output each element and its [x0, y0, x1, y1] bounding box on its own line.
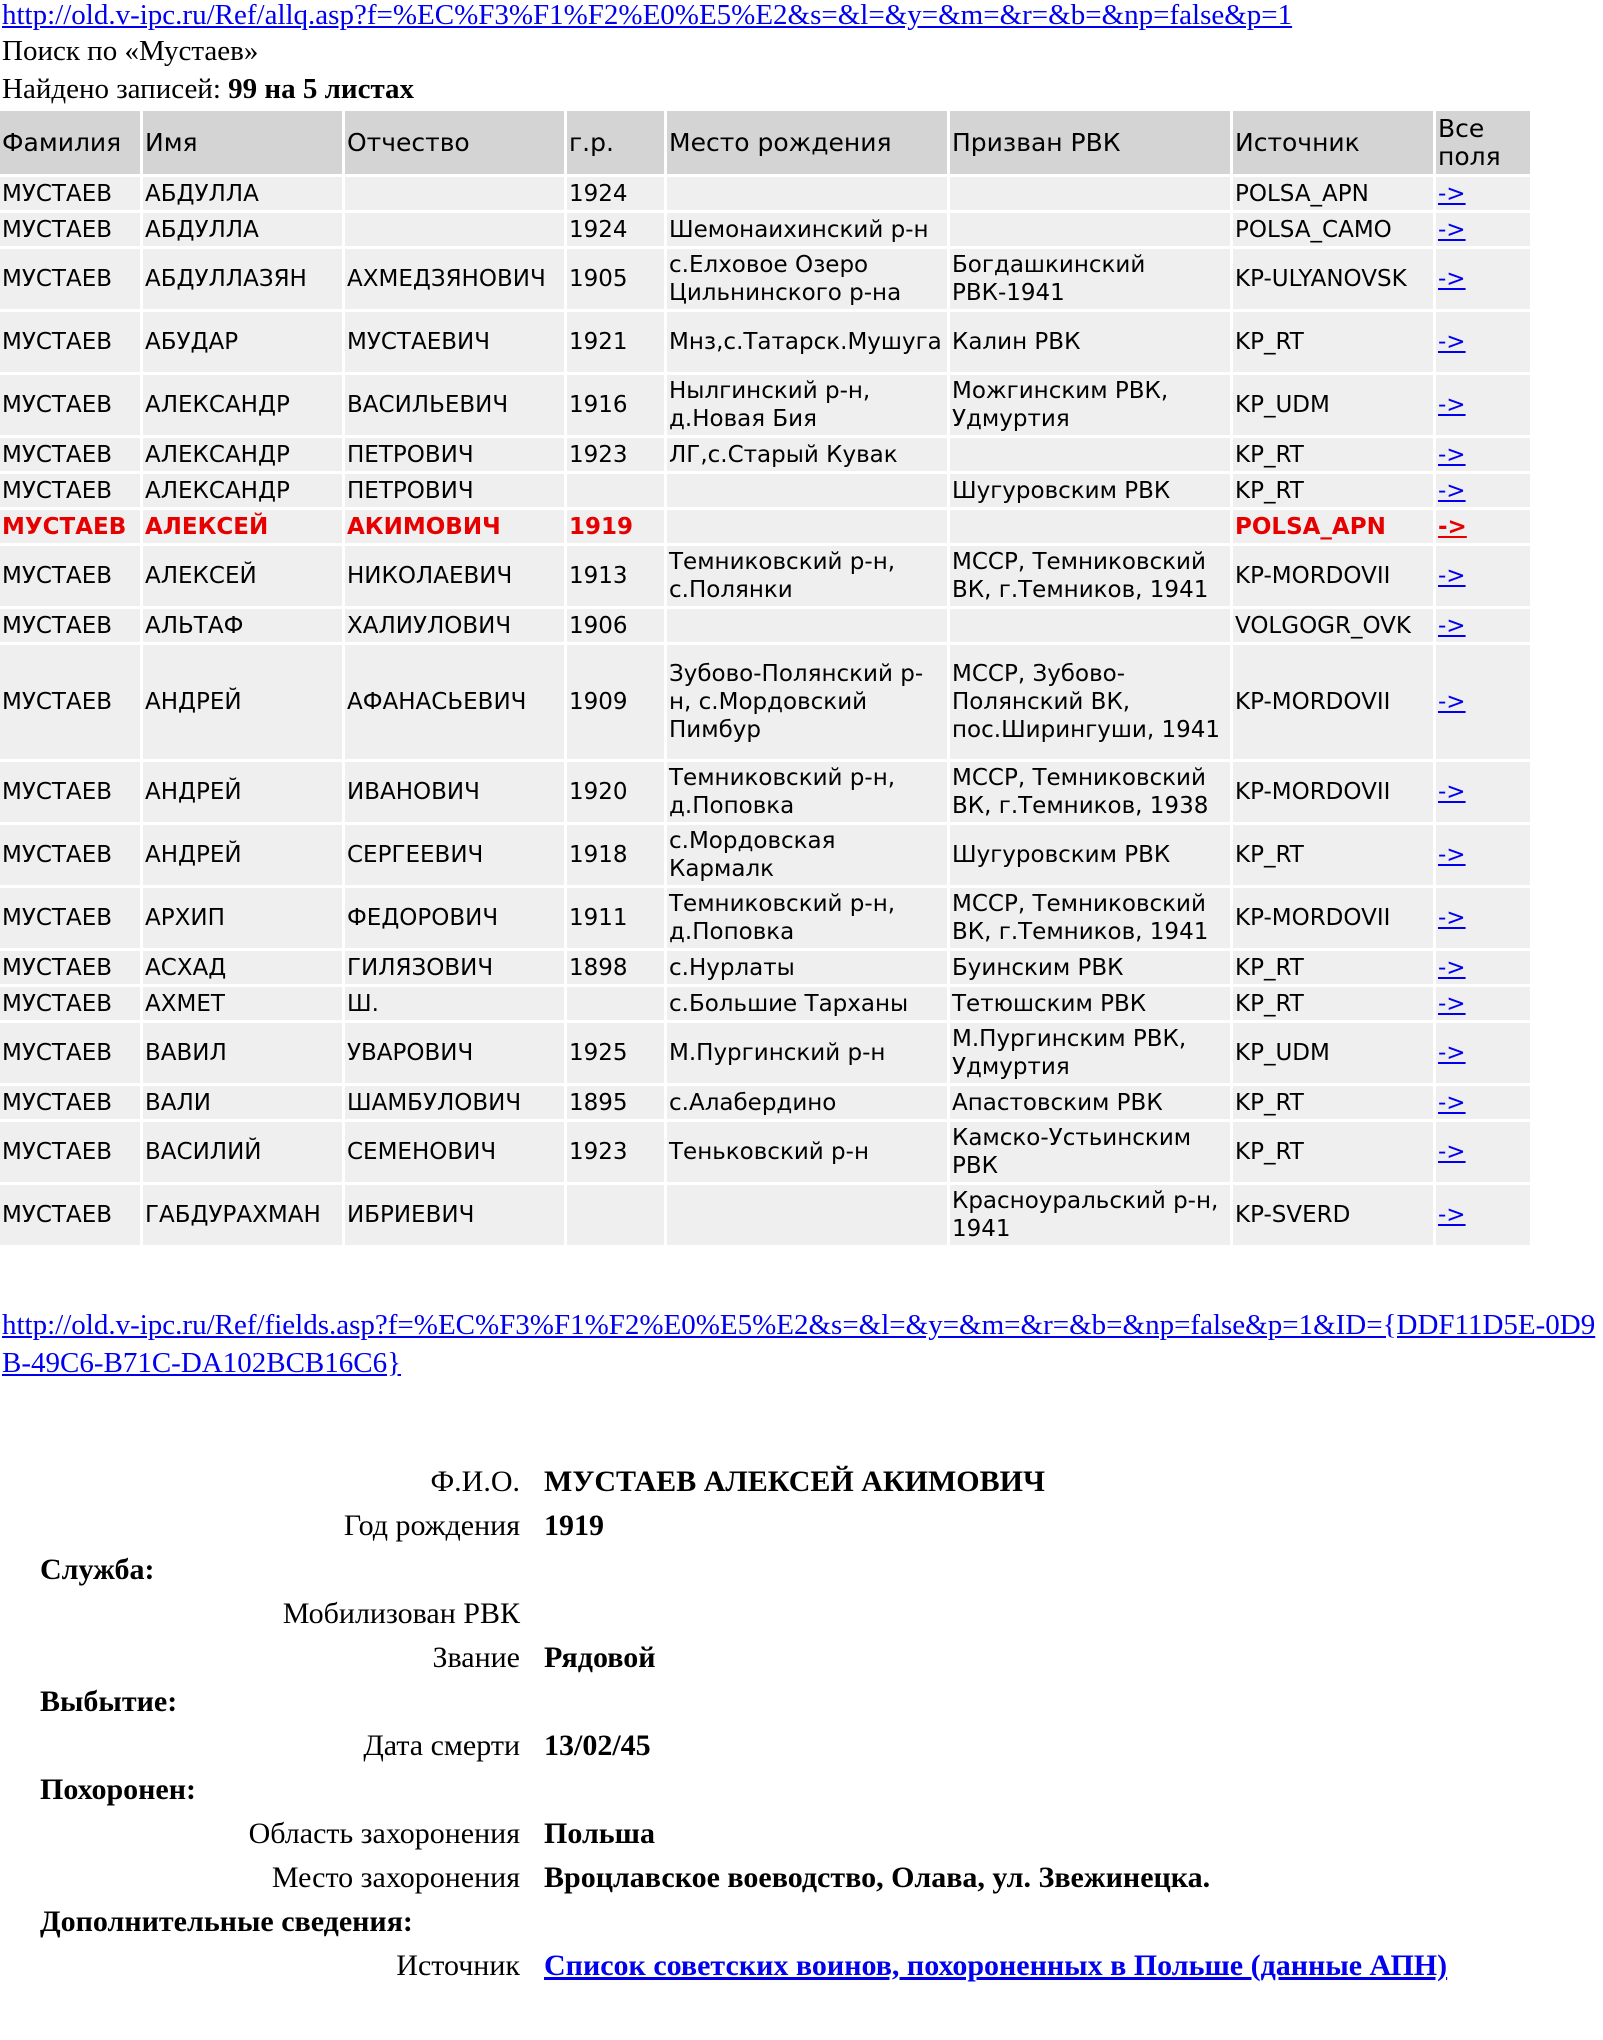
cell-source: KP_RT [1233, 438, 1433, 471]
all-fields-link[interactable]: -> [1438, 905, 1466, 931]
cell-birth-year [567, 987, 664, 1020]
cell-surname: МУСТАЕВ [0, 213, 140, 246]
detail-section-leave [40, 1680, 1524, 1724]
table-row [0, 825, 1530, 885]
cell-birthplace: Теньковский р-н [667, 1122, 947, 1182]
cell-surname: МУСТАЕВ [0, 762, 140, 822]
burial-place-label: Место захоронения [271, 1861, 520, 1894]
cell-birth-year: 1924 [567, 213, 664, 246]
header-birthplace[interactable]: Место рождения [667, 111, 947, 174]
cell-patronymic: ИВАНОВИЧ [345, 762, 564, 822]
source-value [544, 1944, 1524, 1988]
cell-birth-year: 1924 [567, 177, 664, 210]
records-found-value: 99 на 5 листах [228, 73, 415, 105]
cell-name: АБУДАР [143, 312, 342, 372]
cell-birth-year: 1905 [567, 249, 664, 309]
cell-source: KP_UDM [1233, 1023, 1433, 1083]
cell-draft-office: Красноуральский р-н, 1941 [950, 1185, 1230, 1245]
cell-all-fields [1436, 645, 1530, 759]
cell-birthplace: М.Пургинский р-н [667, 1023, 947, 1083]
cell-source: KP_RT [1233, 987, 1433, 1020]
header-source[interactable]: Источник [1233, 111, 1433, 174]
cell-all-fields [1436, 375, 1530, 435]
table-row [0, 645, 1530, 759]
cell-surname: МУСТАЕВ [0, 987, 140, 1020]
cell-birthplace: с.Мордовская Кармалк [667, 825, 947, 885]
source-link[interactable]: Список советских воинов, похороненных в Польше (данные АПН) [544, 1949, 1448, 1982]
search-caption: Поиск по «Мустаев» [2, 35, 259, 67]
cell-surname: МУСТАЕВ [0, 1086, 140, 1119]
cell-name: АЛЕКСЕЙ [143, 510, 342, 543]
detail-row-death [40, 1724, 1524, 1768]
cell-source: KP-SVERD [1233, 1185, 1433, 1245]
cell-source: KP-MORDOVII [1233, 645, 1433, 759]
table-row [0, 762, 1530, 822]
detail-row-burial-place [40, 1856, 1524, 1900]
cell-patronymic: ШАМБУЛОВИЧ [345, 1086, 564, 1119]
cell-name: ГАБДУРАХМАН [143, 1185, 342, 1245]
cell-birth-year: 1898 [567, 951, 664, 984]
cell-all-fields [1436, 1185, 1530, 1245]
cell-patronymic: УВАРОВИЧ [345, 1023, 564, 1083]
cell-surname: МУСТАЕВ [0, 474, 140, 507]
cell-patronymic [345, 177, 564, 210]
header-all-fields: Все поля [1436, 111, 1530, 174]
all-fields-link[interactable]: -> [1438, 1089, 1466, 1116]
cell-birthplace: Шемонаихинский р-н [667, 213, 947, 246]
detail-row-birth [40, 1504, 1524, 1548]
cell-surname: МУСТАЕВ [0, 1185, 140, 1245]
cell-birth-year: 1921 [567, 312, 664, 372]
extra-section-title: Дополнительные сведения: [40, 1905, 413, 1938]
all-fields-link[interactable]: -> [1438, 266, 1466, 292]
cell-surname: МУСТАЕВ [0, 249, 140, 309]
cell-source: KP-ULYANOVSK [1233, 249, 1433, 309]
cell-name: АХМЕТ [143, 987, 342, 1020]
cell-birth-year: 1923 [567, 438, 664, 471]
buried-section-title: Похоронен: [40, 1773, 197, 1806]
detail-row-source [40, 1944, 1524, 1988]
cell-birth-year: 1925 [567, 1023, 664, 1083]
cell-patronymic: ГИЛЯЗОВИЧ [345, 951, 564, 984]
detail-row-fio [40, 1460, 1524, 1504]
cell-draft-office [950, 609, 1230, 642]
records-found-label: Найдено записей: [2, 73, 229, 105]
results-table [0, 108, 1533, 1248]
cell-surname: МУСТАЕВ [0, 375, 140, 435]
cell-birthplace [667, 609, 947, 642]
detail-section-buried [40, 1768, 1524, 1812]
detail-section-service [40, 1548, 1524, 1592]
cell-draft-office: Тетюшским РВК [950, 987, 1230, 1020]
cell-patronymic [345, 213, 564, 246]
cell-surname: МУСТАЕВ [0, 951, 140, 984]
cell-patronymic: ХАЛИУЛОВИЧ [345, 609, 564, 642]
all-fields-link[interactable]: -> [1438, 513, 1467, 540]
cell-birthplace: с.Большие Тарханы [667, 987, 947, 1020]
all-fields-link[interactable]: -> [1438, 779, 1466, 805]
table-row [0, 1023, 1530, 1083]
cell-birthplace [667, 510, 947, 543]
cell-surname: МУСТАЕВ [0, 645, 140, 759]
cell-source: KP_RT [1233, 1086, 1433, 1119]
cell-birthplace: с.Нурлаты [667, 951, 947, 984]
rank-label: Звание [432, 1641, 520, 1674]
cell-draft-office [950, 438, 1230, 471]
service-section-title: Служба: [40, 1553, 155, 1586]
cell-name: АБДУЛЛАЗЯН [143, 249, 342, 309]
all-fields-link[interactable]: -> [1438, 329, 1466, 355]
cell-birthplace: Нылгинский р-н, д.Новая Бия [667, 375, 947, 435]
cell-name: АЛЕКСАНДР [143, 474, 342, 507]
birth-year-label: Год рождения [343, 1509, 520, 1542]
cell-all-fields [1436, 438, 1530, 471]
cell-name: АБДУЛЛА [143, 213, 342, 246]
cell-draft-office [950, 177, 1230, 210]
detail-row-mobilized [40, 1592, 1524, 1636]
cell-birthplace: Мнз,с.Татарск.Мушуга [667, 312, 947, 372]
cell-birth-year: 1918 [567, 825, 664, 885]
all-fields-link[interactable]: -> [1438, 612, 1466, 639]
cell-birth-year [567, 1185, 664, 1245]
cell-surname: МУСТАЕВ [0, 312, 140, 372]
cell-surname: МУСТАЕВ [0, 438, 140, 471]
cell-patronymic: ВАСИЛЬЕВИЧ [345, 375, 564, 435]
cell-birthplace: Темниковский р-н, д.Поповка [667, 888, 947, 948]
cell-patronymic: ПЕТРОВИЧ [345, 474, 564, 507]
header-patronymic[interactable]: Отчество [345, 111, 564, 174]
cell-surname: МУСТАЕВ [0, 609, 140, 642]
cell-patronymic: АФАНАСЬЕВИЧ [345, 645, 564, 759]
all-fields-link[interactable]: -> [1438, 954, 1466, 981]
cell-all-fields [1436, 888, 1530, 948]
cell-draft-office: Апастовским РВК [950, 1086, 1230, 1119]
cell-draft-office: Богдашкинский РВК-1941 [950, 249, 1230, 309]
all-fields-link[interactable]: -> [1438, 1040, 1466, 1066]
table-row [0, 951, 1530, 984]
cell-all-fields [1436, 1023, 1530, 1083]
mobilized-label: Мобилизован РВК [282, 1597, 520, 1630]
cell-all-fields [1436, 609, 1530, 642]
table-row [0, 1086, 1530, 1119]
cell-patronymic: АКИМОВИЧ [345, 510, 564, 543]
cell-patronymic: НИКОЛАЕВИЧ [345, 546, 564, 606]
cell-source: KP-MORDOVII [1233, 762, 1433, 822]
cell-name: АЛЕКСАНДР [143, 438, 342, 471]
cell-patronymic: АХМЕДЗЯНОВИЧ [345, 249, 564, 309]
fio-label: Ф.И.О. [430, 1465, 520, 1498]
cell-source: KP_RT [1233, 951, 1433, 984]
burial-place-value: Вроцлавское воеводство, Олава, ул. Звежинецка. [544, 1861, 1211, 1894]
cell-all-fields [1436, 951, 1530, 984]
cell-name: АЛЕКСЕЙ [143, 546, 342, 606]
cell-patronymic: Ш. [345, 987, 564, 1020]
all-fields-link[interactable]: -> [1438, 842, 1466, 868]
cell-draft-office: МССР, Зубово-Полянский ВК, пос.Ширингуши, 1941 [950, 645, 1230, 759]
cell-patronymic: ФЕДОРОВИЧ [345, 888, 564, 948]
fio-value: МУСТАЕВ АЛЕКСЕЙ АКИМОВИЧ [544, 1465, 1046, 1498]
cell-surname: МУСТАЕВ [0, 1122, 140, 1182]
table-row [0, 546, 1530, 606]
mobilized-value [544, 1592, 1524, 1636]
cell-draft-office: Шугуровским РВК [950, 474, 1230, 507]
cell-all-fields [1436, 213, 1530, 246]
cell-source: KP_RT [1233, 312, 1433, 372]
all-fields-link[interactable]: -> [1438, 990, 1466, 1017]
burial-region-label: Область захоронения [248, 1817, 520, 1850]
cell-patronymic: МУСТАЕВИЧ [345, 312, 564, 372]
cell-all-fields [1436, 1122, 1530, 1182]
query-url-link[interactable]: http://old.v-ipc.ru/Ref/allq.asp?f=%EC%F3%F1%F2%E0%E5%E2&s=&l=&y=&m=&r=&b=&np=false&p=1 [2, 0, 1293, 31]
header-surname[interactable]: Фамилия [0, 111, 140, 174]
cell-name: ВАВИЛ [143, 1023, 342, 1083]
cell-name: ВАЛИ [143, 1086, 342, 1119]
cell-draft-office: М.Пургинским РВК, Удмуртия [950, 1023, 1230, 1083]
cell-source: KP_RT [1233, 825, 1433, 885]
cell-birthplace: Темниковский р-н, д.Поповка [667, 762, 947, 822]
cell-birthplace: ЛГ,с.Старый Кувак [667, 438, 947, 471]
cell-source: VOLGOGR_OVK [1233, 609, 1433, 642]
cell-patronymic: СЕМЕНОВИЧ [345, 1122, 564, 1182]
burial-region-value: Польша [544, 1817, 655, 1850]
cell-birth-year: 1906 [567, 609, 664, 642]
cell-birthplace: Темниковский р-н, с.Полянки [667, 546, 947, 606]
table-row [0, 249, 1530, 309]
cell-all-fields [1436, 312, 1530, 372]
cell-all-fields [1436, 1086, 1530, 1119]
table-row [0, 375, 1530, 435]
cell-surname: МУСТАЕВ [0, 825, 140, 885]
table-row [0, 609, 1530, 642]
cell-all-fields [1436, 762, 1530, 822]
cell-draft-office: Шугуровским РВК [950, 825, 1230, 885]
cell-draft-office [950, 510, 1230, 543]
header-birth-year[interactable]: г.р. [567, 111, 664, 174]
cell-source: KP_RT [1233, 474, 1433, 507]
cell-draft-office: МССР, Темниковский ВК, г.Темников, 1938 [950, 762, 1230, 822]
table-row [0, 987, 1530, 1020]
cell-name: АНДРЕЙ [143, 825, 342, 885]
birth-year-value: 1919 [544, 1509, 604, 1542]
cell-surname: МУСТАЕВ [0, 177, 140, 210]
table-row [0, 312, 1530, 372]
cell-patronymic: ИБРИЕВИЧ [345, 1185, 564, 1245]
cell-birthplace: с.Елховое Озеро Цильнинского р-на [667, 249, 947, 309]
cell-name: АБДУЛЛА [143, 177, 342, 210]
all-fields-link[interactable]: -> [1438, 1139, 1466, 1165]
cell-name: АНДРЕЙ [143, 645, 342, 759]
cell-patronymic: СЕРГЕЕВИЧ [345, 825, 564, 885]
cell-all-fields [1436, 177, 1530, 210]
cell-birthplace [667, 177, 947, 210]
all-fields-link[interactable]: -> [1438, 392, 1466, 418]
cell-birthplace: Зубово-Полянский р-н, с.Мордовский Пимбур [667, 645, 947, 759]
cell-birth-year: 1919 [567, 510, 664, 543]
cell-name: ВАСИЛИЙ [143, 1122, 342, 1182]
cell-draft-office: Камско-Устьинским РВК [950, 1122, 1230, 1182]
cell-all-fields [1436, 474, 1530, 507]
cell-birth-year: 1911 [567, 888, 664, 948]
cell-birthplace [667, 474, 947, 507]
table-row [0, 510, 1530, 543]
cell-draft-office [950, 213, 1230, 246]
cell-all-fields [1436, 825, 1530, 885]
death-date-value: 13/02/45 [544, 1729, 651, 1762]
detail-section-extra [40, 1900, 1524, 1944]
cell-source: KP-MORDOVII [1233, 546, 1433, 606]
table-row [0, 474, 1530, 507]
record-details [40, 1460, 1524, 1988]
table-row [0, 438, 1530, 471]
cell-birthplace: с.Алабердино [667, 1086, 947, 1119]
cell-source: POLSA_APN [1233, 177, 1433, 210]
cell-draft-office: МССР, Темниковский ВК, г.Темников, 1941 [950, 546, 1230, 606]
cell-source: KP_UDM [1233, 375, 1433, 435]
table-row [0, 1185, 1530, 1245]
cell-source: POLSA_CAMO [1233, 213, 1433, 246]
cell-draft-office: МССР, Темниковский ВК, г.Темников, 1941 [950, 888, 1230, 948]
cell-surname: МУСТАЕВ [0, 1023, 140, 1083]
all-fields-link[interactable]: -> [1438, 1202, 1466, 1228]
rank-value: Рядовой [544, 1641, 656, 1674]
cell-birth-year: 1920 [567, 762, 664, 822]
cell-patronymic: ПЕТРОВИЧ [345, 438, 564, 471]
cell-birthplace [667, 1185, 947, 1245]
leave-section-title: Выбытие: [40, 1685, 178, 1718]
cell-surname: МУСТАЕВ [0, 546, 140, 606]
cell-surname: МУСТАЕВ [0, 888, 140, 948]
all-fields-link[interactable]: -> [1438, 180, 1466, 207]
source-label: Источник [396, 1949, 520, 1982]
table-row [0, 213, 1530, 246]
cell-birth-year: 1895 [567, 1086, 664, 1119]
all-fields-link[interactable]: -> [1438, 441, 1466, 468]
cell-all-fields [1436, 510, 1530, 543]
all-fields-link[interactable]: -> [1438, 477, 1466, 504]
cell-birth-year [567, 474, 664, 507]
cell-all-fields [1436, 987, 1530, 1020]
table-row [0, 1122, 1530, 1182]
cell-name: АЛЬТАФ [143, 609, 342, 642]
cell-surname: МУСТАЕВ [0, 510, 140, 543]
cell-birth-year: 1923 [567, 1122, 664, 1182]
cell-name: АСХАД [143, 951, 342, 984]
cell-all-fields [1436, 546, 1530, 606]
results-header-row [0, 111, 1530, 174]
all-fields-link[interactable]: -> [1438, 563, 1466, 589]
cell-birth-year: 1916 [567, 375, 664, 435]
cell-draft-office: Можгинским РВК, Удмуртия [950, 375, 1230, 435]
cell-source: KP_RT [1233, 1122, 1433, 1182]
cell-name: АНДРЕЙ [143, 762, 342, 822]
all-fields-link[interactable]: -> [1438, 689, 1466, 715]
detail-row-rank [40, 1636, 1524, 1680]
cell-source: KP-MORDOVII [1233, 888, 1433, 948]
header-draft-office[interactable]: Призван РВК [950, 111, 1230, 174]
cell-birth-year: 1909 [567, 645, 664, 759]
record-url-link[interactable]: http://old.v-ipc.ru/Ref/fields.asp?f=%EC%F3%F1%F2%E0%E5%E2&s=&l=&y=&m=&r=&b=&np=false&p=1&ID={DDF11D5E-0D9B-49C6-B71C-DA102BCB16C6} [2, 1309, 1596, 1379]
records-found [2, 72, 414, 106]
cell-draft-office: Буинским РВК [950, 951, 1230, 984]
table-row [0, 888, 1530, 948]
table-row [0, 177, 1530, 210]
all-fields-link[interactable]: -> [1438, 216, 1466, 243]
cell-birth-year: 1913 [567, 546, 664, 606]
header-name[interactable]: Имя [143, 111, 342, 174]
cell-name: АЛЕКСАНДР [143, 375, 342, 435]
cell-draft-office: Калин РВК [950, 312, 1230, 372]
cell-name: АРХИП [143, 888, 342, 948]
cell-source: POLSA_APN [1233, 510, 1433, 543]
death-date-label: Дата смерти [363, 1729, 520, 1762]
detail-row-burial-region [40, 1812, 1524, 1856]
cell-all-fields [1436, 249, 1530, 309]
